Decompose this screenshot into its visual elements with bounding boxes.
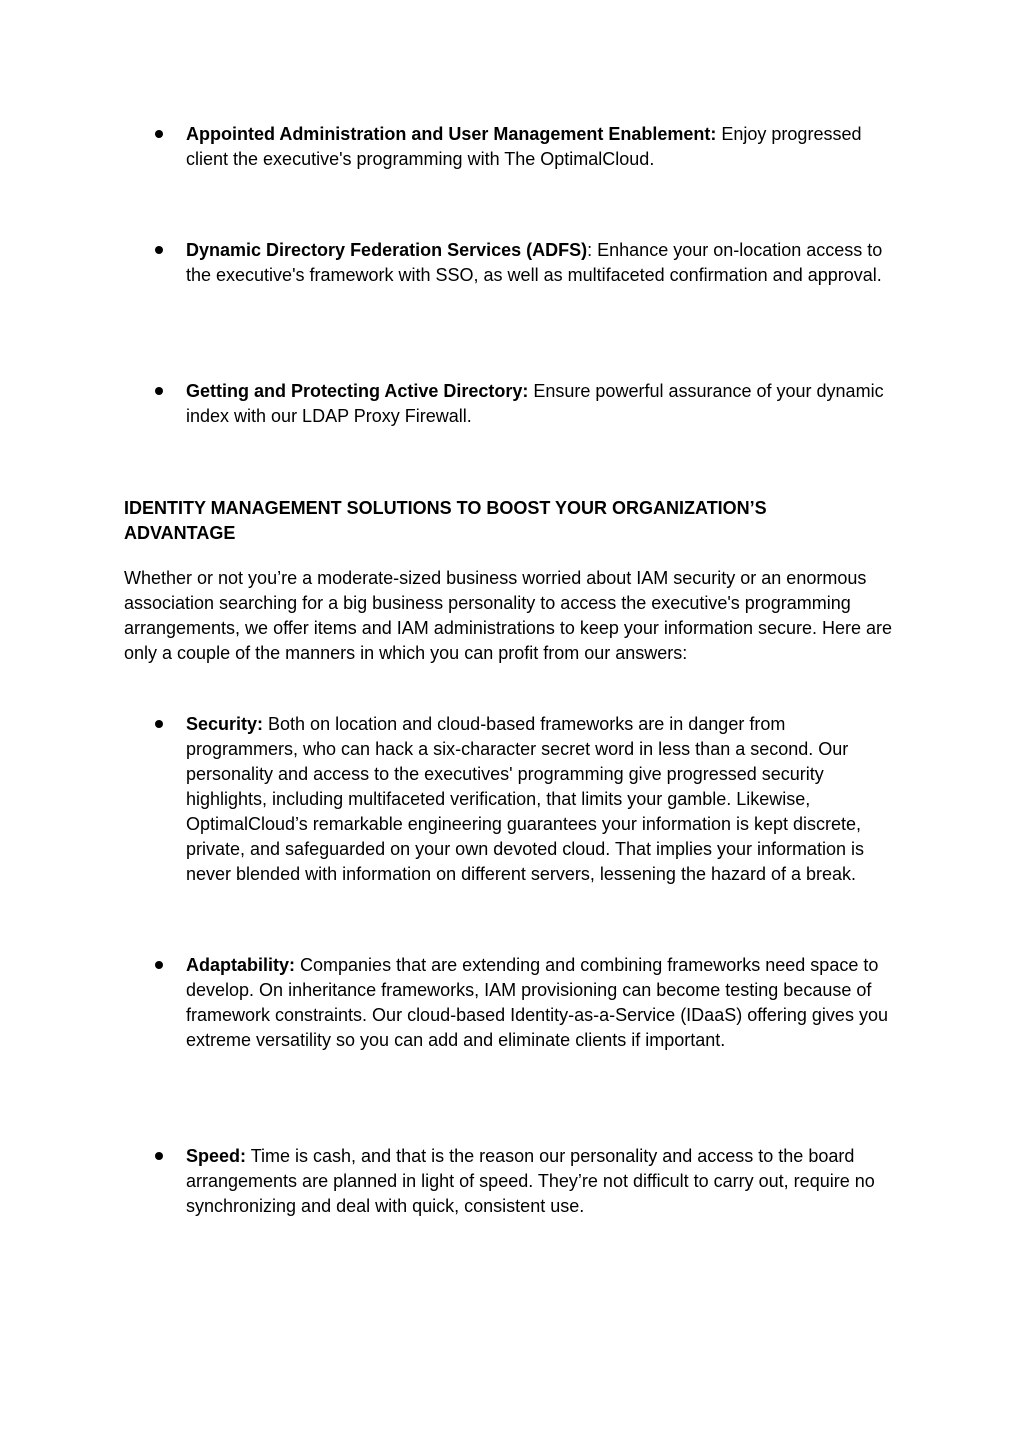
bullet-text xyxy=(186,122,902,172)
bullet-title: Dynamic Directory Federation Services (ADFS) xyxy=(186,240,588,260)
bullet-title: Getting and Protecting Active Directory: xyxy=(186,381,529,401)
bullet-dot-icon xyxy=(152,379,166,404)
bullet-item-adaptability xyxy=(186,953,902,1053)
bullet-text xyxy=(186,953,902,1053)
bullet-body: : Enhance your on-location access to the executive's framework with SSO, as well as multifaceted confirmation and approval. xyxy=(186,240,883,285)
bullet-title: Appointed Administration and User Management Enablement: xyxy=(186,124,717,144)
bullet-body: Enjoy progressed client the executive's programming with The OptimalCloud. xyxy=(186,124,862,169)
bullet-dot-icon xyxy=(152,953,166,978)
bullet-title: Security: xyxy=(186,714,264,734)
bullet-body: Ensure powerful assurance of your dynamic index with our LDAP Proxy Firewall. xyxy=(186,381,884,426)
bullet-dot-icon xyxy=(152,122,166,147)
bullet-item-security xyxy=(186,712,902,887)
bullet-body: Companies that are extending and combining frameworks need space to develop. On inheritance frameworks, IAM provisioning can become testing because of framework constraints. Our cloud-based Identity-as-a-Service (IDaaS) offering gives you extreme versatility so you can add and eliminate clients if important. xyxy=(186,955,888,1050)
bullet-dot-icon xyxy=(152,238,166,263)
intro-paragraph: Whether or not you’re a moderate-sized business worried about IAM security or an enormous association searching for a big business personality to access the executive's programming arrangements, we offer items and IAM administrations to keep your information secure. Here are only a couple of the manners in which you can profit from our answers: xyxy=(124,568,893,663)
bullet-title: Adaptability: xyxy=(186,955,296,975)
bullet-item-active-directory xyxy=(186,379,902,429)
bullet-item-adfs xyxy=(186,238,902,288)
section-heading: IDENTITY MANAGEMENT SOLUTIONS TO BOOST YOUR ORGANIZATION’S ADVANTAGE xyxy=(124,498,767,543)
bullet-item-delegated-admin xyxy=(186,122,902,172)
bullet-text xyxy=(186,1144,902,1219)
bullet-body: Time is cash, and that is the reason our personality and access to the board arrangements are planned in light of speed. They’re not difficult to carry out, require no synchronizing and deal with quick, consistent use. xyxy=(186,1146,875,1216)
bullet-text xyxy=(186,712,902,887)
bullet-text xyxy=(186,238,902,288)
bullet-title: Speed: xyxy=(186,1146,247,1166)
bullet-dot-icon xyxy=(152,712,166,737)
bullet-item-speed xyxy=(186,1144,902,1219)
bullet-dot-icon xyxy=(152,1144,166,1169)
bullet-text xyxy=(186,379,902,429)
bullet-body: Both on location and cloud-based frameworks are in danger from programmers, who can hack a six-character secret word in less than a second. Our personality and access to the executives' programming give progressed security highlights, including multifaceted verification, that limits your gamble. Likewise, OptimalCloud’s remarkable engineering guarantees your information is kept discrete, private, and safeguarded on your own devoted cloud. That implies your information is never blended with information on different servers, lessening the hazard of a break. xyxy=(186,714,865,884)
